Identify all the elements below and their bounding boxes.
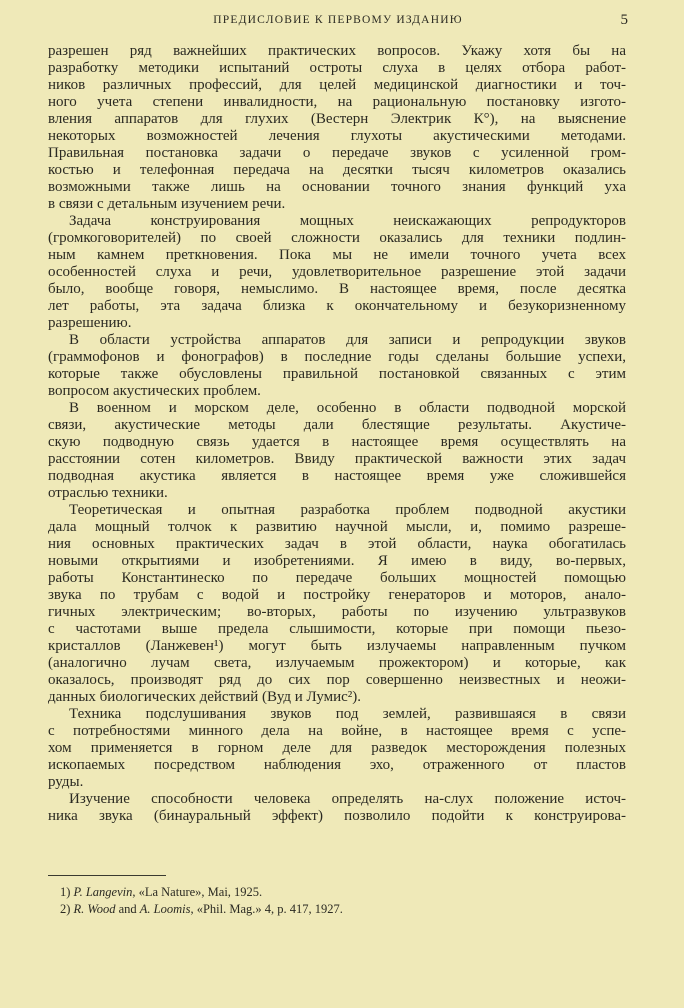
text-line: Задача конструирования мощных неискажающих репродукторов	[69, 213, 626, 229]
text-line: звука по трубам с водой и постройку генераторов и моторов, анало-	[48, 587, 626, 603]
text-line: некоторых возможностей лечения глухоты акустическими методами.	[48, 128, 626, 144]
text-line: Изучение способности человека определять на-слух положение источ-	[69, 791, 626, 807]
text-line: лет работы, эта задача близка к окончательному и безукоризненному	[48, 298, 626, 314]
paragraph	[48, 43, 626, 213]
text-line: разрешению.	[48, 315, 132, 331]
paragraph	[48, 332, 626, 400]
text-line: с частотами выше предела слышимости, которые при помощи пьезо-	[48, 621, 626, 637]
text-line: хом применяется в горном деле для разведок месторождения полезных	[48, 740, 626, 756]
footnote-1	[60, 884, 343, 901]
page-header	[48, 12, 628, 30]
footnote-author: P. Langevin	[73, 885, 133, 899]
footnote-text: , «La Nature», Mai, 1925.	[132, 885, 263, 899]
text-line: связи, акустические методы дали блестящие результаты. Акустиче-	[48, 417, 626, 433]
text-line: В военном и морском деле, особенно в области подводной морской	[69, 400, 626, 416]
text-line: скую подводную связь удается в настоящее время осуществлять на	[48, 434, 626, 450]
paragraph	[48, 400, 626, 502]
text-line: было, вообще говоря, немыслимо. В настоящее время, после десятка	[48, 281, 626, 297]
text-line: подводная акустика является в настоящее время уже сложившейся	[48, 468, 626, 484]
text-line: руды.	[48, 774, 84, 790]
text-line: с потребностями минного дела на войне, в настоящее время с успе-	[48, 723, 626, 739]
footnote-2	[60, 901, 343, 918]
text-line: ника звука (бинауральный эффект) позволило подойти к конструирова-	[48, 808, 626, 824]
text-line: дала мощный толчок к развитию научной мысли, и, помимо разреше-	[48, 519, 626, 535]
text-line: разработку методики испытаний остроты слуха в целях отбора работ-	[48, 60, 626, 76]
text-line: (громкоговорителей) по своей сложности оказались для техники подлин-	[48, 230, 626, 246]
text-line: гичных электрическим; во-вторых, работы по изучению ультразвуков	[48, 604, 626, 620]
text-line: В области устройства аппаратов для записи и репродукции звуков	[69, 332, 626, 348]
text-line: Теоретическая и опытная разработка проблем подводной акустики	[69, 502, 626, 518]
text-line: данных биологических действий (Вуд и Лумис²).	[48, 689, 362, 705]
text-line: ным камнем преткновения. Пока мы не имели точного учета всех	[48, 247, 626, 263]
text-line: расстоянии сотен километров. Ввиду практической важности этих задач	[48, 451, 626, 467]
footnote-divider	[48, 875, 166, 876]
running-title: ПРЕДИСЛОВИЕ К ПЕРВОМУ ИЗДАНИЮ	[213, 14, 463, 26]
text-line: (аналогично лучам света, излучаемым прожектором) и которые, как	[48, 655, 626, 671]
text-line: новыми открытиями и изобретениями. Я имею в виду, во-первых,	[48, 553, 626, 569]
footnote-text: , «Phil. Mag.» 4, p. 417, 1927.	[190, 902, 343, 916]
text-line: вопросом акустических проблем.	[48, 383, 261, 399]
page-number: 5	[620, 12, 628, 28]
text-line: которые также обусловлены правильной постановкой связанных с этим	[48, 366, 626, 382]
footnote-author: R. Wood	[73, 902, 116, 916]
text-line: вления аппаратов для глухих (Вестерн Электрик К°), на выяснение	[48, 111, 626, 127]
body-text	[48, 43, 626, 825]
text-line: ния основных практических задач в этой области, наука обогатилась	[48, 536, 626, 552]
paragraph	[48, 791, 626, 825]
text-line: Правильная постановка задачи о передаче звуков с усиленной гром-	[48, 145, 626, 161]
footnote-mark: 1)	[60, 885, 71, 899]
footnote-author: A. Loomis	[139, 902, 191, 916]
text-line: ного учета степени инвалидности, на рациональную постановку изгото-	[48, 94, 626, 110]
footnotes	[60, 884, 343, 918]
text-line: костью и телефонная передача на десятки тысяч километров оказались	[48, 162, 626, 178]
text-line: ников различных профессий, для целей медицинской диагностики и точ-	[48, 77, 626, 93]
text-line: возможными также лишь на основании точного знания функций уха	[48, 179, 626, 195]
text-line: (граммофонов и фонографов) в последние годы сделаны большие успехи,	[48, 349, 626, 365]
text-line: особенностей слуха и речи, удовлетворительное разрешение этой задачи	[48, 264, 626, 280]
text-line: отраслью техники.	[48, 485, 168, 501]
paragraph	[48, 706, 626, 791]
footnote-mark: 2)	[60, 902, 71, 916]
paragraph	[48, 502, 626, 706]
text-line: работы Константинеско по передаче больших мощностей помощью	[48, 570, 626, 586]
text-line: Техника подслушивания звуков под землей, развившаяся в связи	[69, 706, 626, 722]
text-line: оказалось, производят ряд до сих пор совершенно неизвестных и неожи-	[48, 672, 626, 688]
text-line: ископаемых посредством наблюдения эхо, отраженного от пластов	[48, 757, 626, 773]
paragraph	[48, 213, 626, 332]
text-line: в связи с детальным изучением речи.	[48, 196, 286, 212]
text-line: кристаллов (Ланжевен¹) могут быть излучаемы направленным пучком	[48, 638, 626, 654]
text-line: разрешен ряд важнейших практических вопросов. Укажу хотя бы на	[48, 43, 626, 59]
footnote-conj: and	[115, 902, 140, 916]
